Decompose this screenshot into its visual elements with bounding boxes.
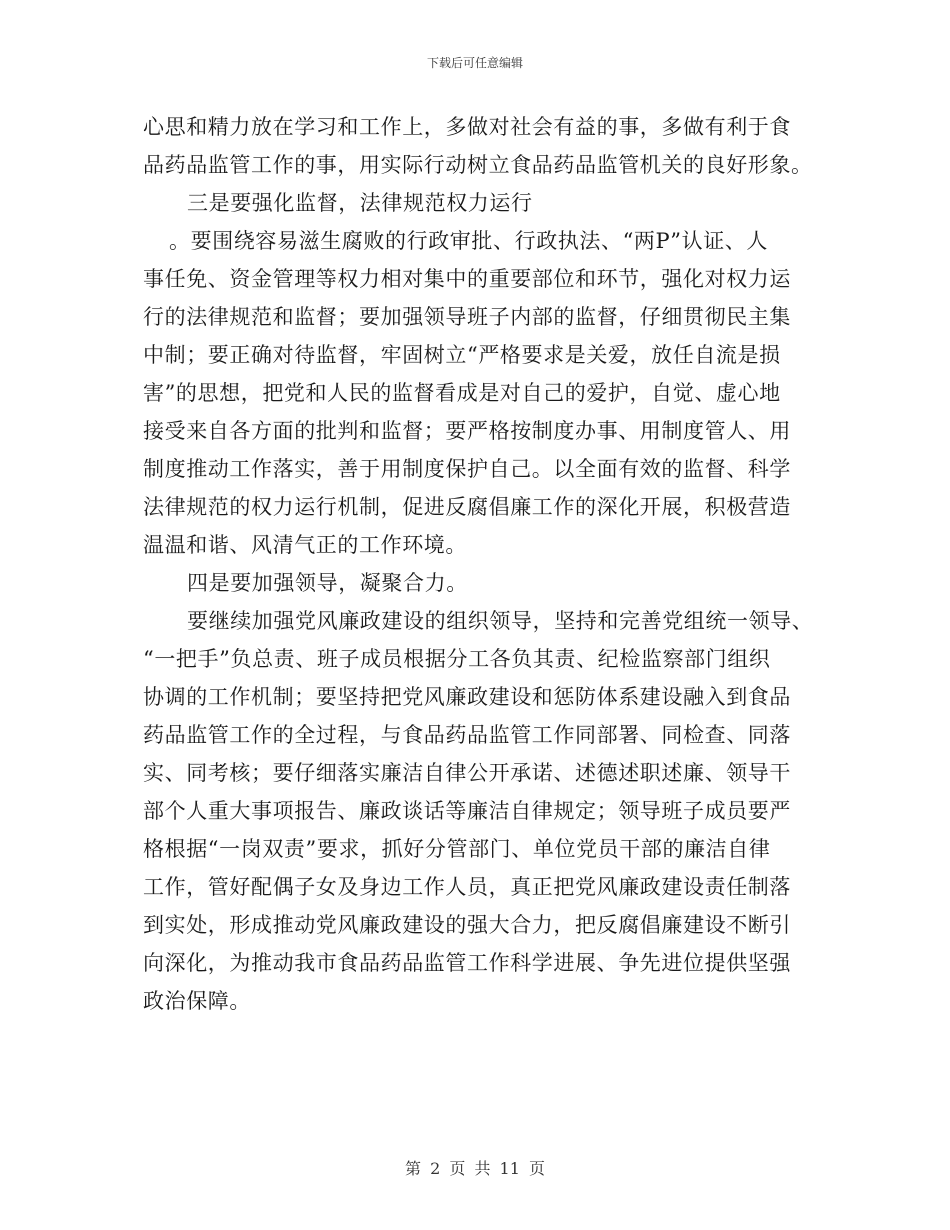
- page-number: 第 2 页 共 11 页: [405, 1159, 545, 1178]
- text-line: 协调的工作机制；要坚持把党风廉政建设和惩防体系建设融入到食品: [143, 685, 791, 709]
- text-line: 工作，管好配偶子女及身边工作人员，真正把党风廉政建设责任制落: [143, 875, 791, 899]
- text-line: 药品监管工作的全过程，与食品药品监管工作同部署、同检查、同落: [143, 723, 791, 747]
- text-line: 到实处，形成推动党风廉政建设的强大合力，把反腐倡廉建设不断引: [143, 913, 791, 937]
- text-line: 部个人重大事项报告、廉政谈话等廉洁自律规定；领导班子成员要严: [143, 799, 791, 823]
- text-line: 。要围绕容易滋生腐败的行政审批、行政执法、“两P”认证、人: [169, 229, 768, 253]
- text-line: 要继续加强党风廉政建设的组织领导，坚持和完善党组统一领导、: [187, 609, 814, 633]
- text-line: 制度推动工作落实，善于用制度保护自己。以全面有效的监督、科学: [143, 457, 791, 481]
- text-line: 心思和精力放在学习和工作上，多做对社会有益的事，多做有利于食: [143, 115, 791, 139]
- text-line: 事任免、资金管理等权力相对集中的重要部位和环节，强化对权力运: [143, 267, 791, 291]
- text-line: “一把手”负总责、班子成员根据分工各负其责、纪检监察部门组织: [143, 647, 771, 671]
- text-line: 品药品监管工作的事，用实际行动树立食品药品监管机关的良好形象。: [143, 153, 813, 177]
- text-line: 温温和谐、风清气正的工作环境。: [143, 533, 467, 557]
- text-line: 政治保障。: [143, 989, 251, 1013]
- text-line: 行的法律规范和监督；要加强领导班子内部的监督，仔细贯彻民主集: [143, 305, 791, 329]
- header-note: 下载后可任意编辑: [426, 56, 523, 70]
- text-line: 格根据“一岗双责”要求，抓好分管部门、单位党员干部的廉洁自律: [143, 837, 771, 861]
- text-line: 实、同考核；要仔细落实廉洁自律公开承诺、述德述职述廉、领导干: [143, 761, 791, 785]
- text-line: 接受来自各方面的批判和监督；要严格按制度办事、用制度管人、用: [143, 419, 791, 443]
- text-line: 法律规范的权力运行机制，促进反腐倡廉工作的深化开展，积极营造: [143, 495, 791, 519]
- text-line: 向深化，为推动我市食品药品监管工作科学进展、争先进位提供坚强: [143, 951, 791, 975]
- text-line: 害”的思想，把党和人民的监督看成是对自己的爱护，自觉、虚心地: [143, 381, 781, 405]
- section-heading: 三是要强化监督，法律规范权力运行: [187, 191, 533, 215]
- body-text: [143, 108, 823, 1020]
- section-heading: 四是要加强领导，凝聚合力。: [187, 571, 468, 595]
- text-line: 中制；要正确对待监督，牢固树立“严格要求是关爱，放任自流是损: [143, 343, 781, 367]
